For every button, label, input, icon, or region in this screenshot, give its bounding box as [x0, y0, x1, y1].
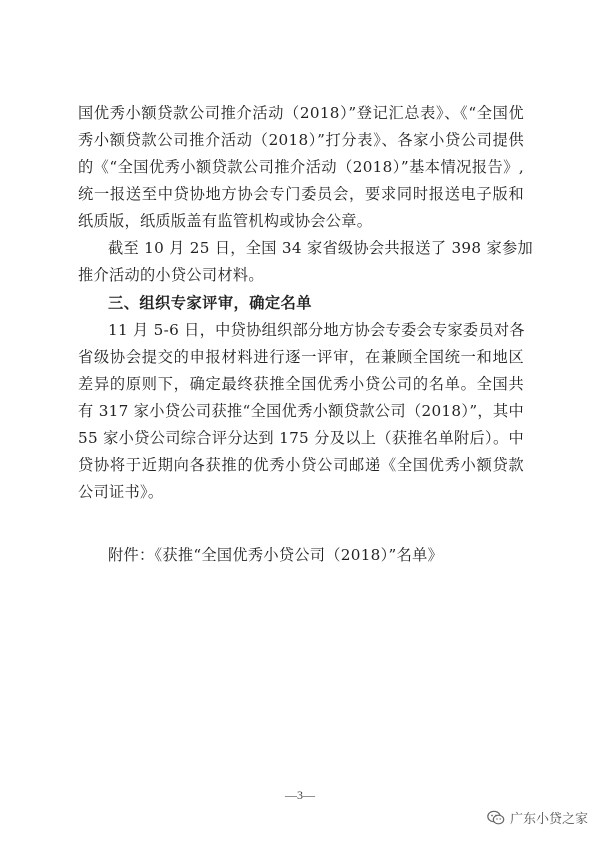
- body-line: 的《“全国优秀小额贷款公司推介活动（2018）”基本情况报告》,: [78, 158, 524, 176]
- spacer: [78, 506, 524, 542]
- wechat-icon: [487, 810, 505, 826]
- page-number: —3—: [285, 788, 315, 802]
- paragraph-line: 公司证书》。: [78, 483, 164, 501]
- body-line: 纸质版，纸质版盖有监管机构或协会公章。: [78, 212, 373, 230]
- paragraph-line: 省级协会提交的申报材料进行逐一评审，在兼顾全国统一和地区: [78, 348, 524, 366]
- attachment-note: 附件：《获推“全国优秀小贷公司（2018）”名单》: [108, 546, 444, 564]
- body-line: 秀小额贷款公司推介活动（2018）”打分表》、各家小贷公司提供: [78, 131, 524, 149]
- paragraph-line: 55 家小贷公司综合评分达到 175 分及以上（获推名单附后）。中: [78, 429, 524, 447]
- paragraph-line: 11 月 5-6 日，中贷协组织部分地方协会专委会专家委员对各: [108, 321, 525, 339]
- document-body: [78, 100, 533, 569]
- watermark: [487, 808, 588, 827]
- section-heading: 三、组织专家评审，确定名单: [108, 294, 312, 312]
- watermark-text: 广东小贷之家: [509, 812, 588, 827]
- body-line: 国优秀小额贷款公司推介活动（2018）”登记汇总表》、《“全国优: [78, 104, 524, 122]
- paragraph-line: 推介活动的小贷公司材料。: [78, 266, 264, 284]
- paragraph-line: 贷协将于近期向各获推的优秀小贷公司邮递《全国优秀小额贷款: [78, 456, 524, 474]
- body-line: 统一报送至中贷协地方协会专门委员会，要求同时报送电子版和: [78, 185, 524, 203]
- paragraph-line: 截至 10 月 25 日，全国 34 家省级协会共报送了 398 家参加: [108, 239, 533, 257]
- paragraph-line: 有 317 家小贷公司获推“全国优秀小额贷款公司（2018）”，其中: [78, 402, 524, 420]
- paragraph-line: 差异的原则下，确定最终获推全国优秀小贷公司的名单。全国共: [78, 375, 524, 393]
